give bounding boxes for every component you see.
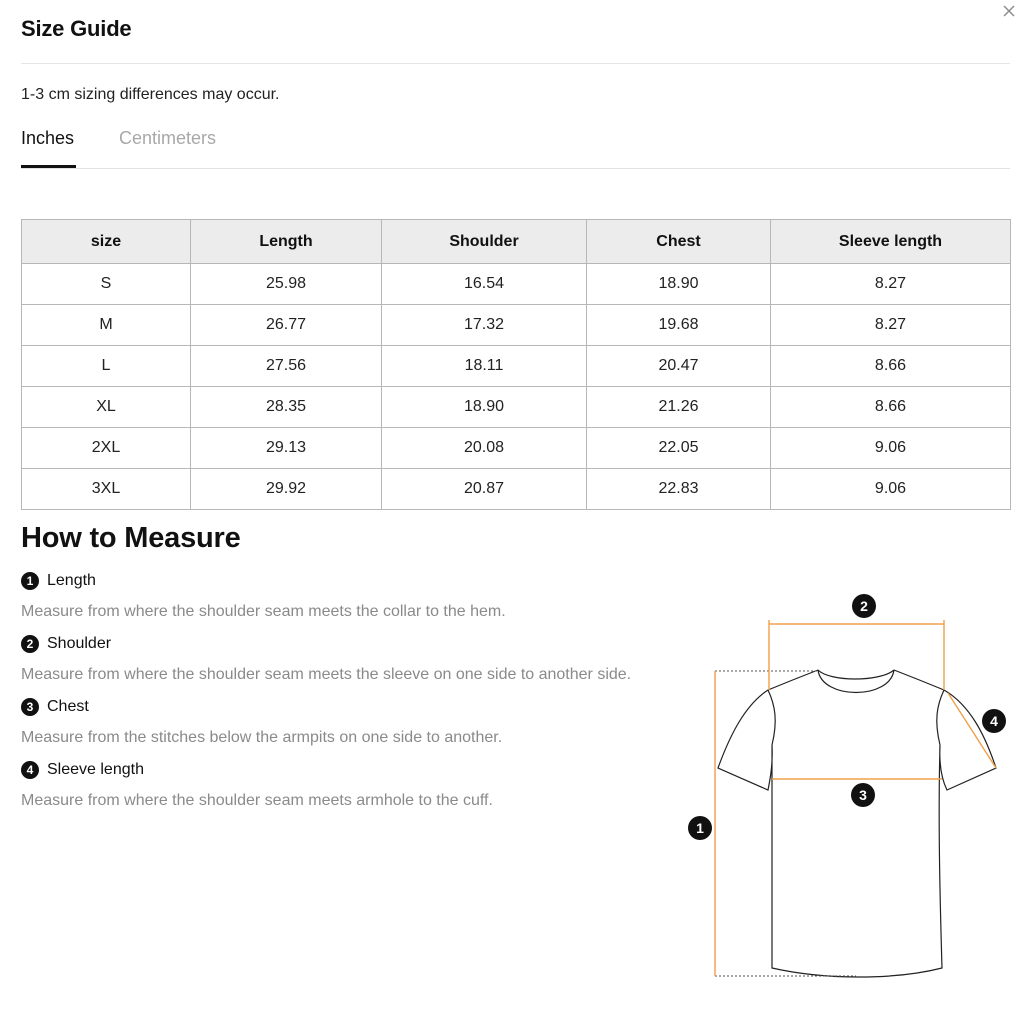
- number-badge: 2: [21, 635, 39, 653]
- marker-1-icon: [688, 816, 712, 840]
- cell-shoulder: 17.32: [382, 305, 587, 346]
- svg-text:1: 1: [696, 820, 704, 836]
- cell-length: 25.98: [191, 264, 382, 305]
- cell-chest: 19.68: [587, 305, 771, 346]
- tshirt-measure-diagram: [680, 590, 1010, 990]
- header-divider: [21, 63, 1010, 64]
- cell-shoulder: 18.11: [382, 346, 587, 387]
- cell-length: 28.35: [191, 387, 382, 428]
- tab-inches[interactable]: Inches: [21, 128, 75, 148]
- modal-title: Size Guide: [21, 16, 132, 41]
- marker-3-icon: [851, 783, 875, 807]
- table-row: [22, 346, 1011, 387]
- measure-label: Length: [47, 572, 96, 589]
- measure-item-shoulder: [21, 635, 631, 684]
- number-badge: 3: [21, 698, 39, 716]
- size-table: [21, 219, 1011, 510]
- cell-chest: 21.26: [587, 387, 771, 428]
- cell-shoulder: 18.90: [382, 387, 587, 428]
- cell-length: 29.92: [191, 469, 382, 510]
- tshirt-outline-icon: [718, 670, 996, 977]
- cell-chest: 20.47: [587, 346, 771, 387]
- sizing-note: 1-3 cm sizing differences may occur.: [21, 86, 280, 103]
- active-tab-indicator: [21, 165, 76, 168]
- cell-shoulder: 20.87: [382, 469, 587, 510]
- measure-item-length: [21, 572, 506, 621]
- cell-sleeve-length: 9.06: [771, 428, 1011, 469]
- how-to-measure-title: How to Measure: [21, 522, 241, 554]
- svg-text:3: 3: [859, 787, 867, 803]
- cell-sleeve-length: 8.27: [771, 264, 1011, 305]
- marker-4-icon: [982, 709, 1006, 733]
- header-shoulder: Shoulder: [382, 220, 587, 264]
- cell-size: L: [22, 346, 191, 387]
- cell-size: XL: [22, 387, 191, 428]
- cell-shoulder: 20.08: [382, 428, 587, 469]
- header-size: size: [22, 220, 191, 264]
- cell-size: 3XL: [22, 469, 191, 510]
- unit-tabs: [21, 118, 1010, 169]
- table-row: [22, 469, 1011, 510]
- table-row: [22, 387, 1011, 428]
- cell-chest: 22.05: [587, 428, 771, 469]
- cell-chest: 18.90: [587, 264, 771, 305]
- cell-sleeve-length: 9.06: [771, 469, 1011, 510]
- cell-shoulder: 16.54: [382, 264, 587, 305]
- cell-length: 29.13: [191, 428, 382, 469]
- measure-item-sleeve: [21, 761, 493, 810]
- table-row: [22, 428, 1011, 469]
- measure-label: Sleeve length: [47, 761, 144, 778]
- table-row: [22, 305, 1011, 346]
- svg-text:2: 2: [860, 598, 868, 614]
- measure-description: Measure from where the shoulder seam meets the sleeve on one side to another side.: [21, 666, 632, 683]
- table-row: [22, 264, 1011, 305]
- measure-description: Measure from where the shoulder seam meets the collar to the hem.: [21, 603, 506, 620]
- header-chest: Chest: [587, 220, 771, 264]
- cell-length: 27.56: [191, 346, 382, 387]
- cell-sleeve-length: 8.27: [771, 305, 1011, 346]
- measure-label: Shoulder: [47, 635, 112, 652]
- cell-size: M: [22, 305, 191, 346]
- header-sleeve-length: Sleeve length: [771, 220, 1011, 264]
- cell-size: 2XL: [22, 428, 191, 469]
- header-length: Length: [191, 220, 382, 264]
- number-badge: 1: [21, 572, 39, 590]
- cell-chest: 22.83: [587, 469, 771, 510]
- number-badge: 4: [21, 761, 39, 779]
- cell-length: 26.77: [191, 305, 382, 346]
- svg-text:4: 4: [990, 713, 998, 729]
- cell-size: S: [22, 264, 191, 305]
- tab-centimeters[interactable]: Centimeters: [119, 128, 217, 148]
- measure-label: Chest: [47, 698, 89, 715]
- table-header-row: [22, 220, 1011, 264]
- cell-sleeve-length: 8.66: [771, 346, 1011, 387]
- close-icon[interactable]: [1000, 2, 1018, 20]
- marker-2-icon: [852, 594, 876, 618]
- measure-description: Measure from where the shoulder seam meets armhole to the cuff.: [21, 792, 493, 809]
- cell-sleeve-length: 8.66: [771, 387, 1011, 428]
- measure-description: Measure from the stitches below the armpits on one side to another.: [21, 729, 503, 746]
- measure-item-chest: [21, 698, 502, 747]
